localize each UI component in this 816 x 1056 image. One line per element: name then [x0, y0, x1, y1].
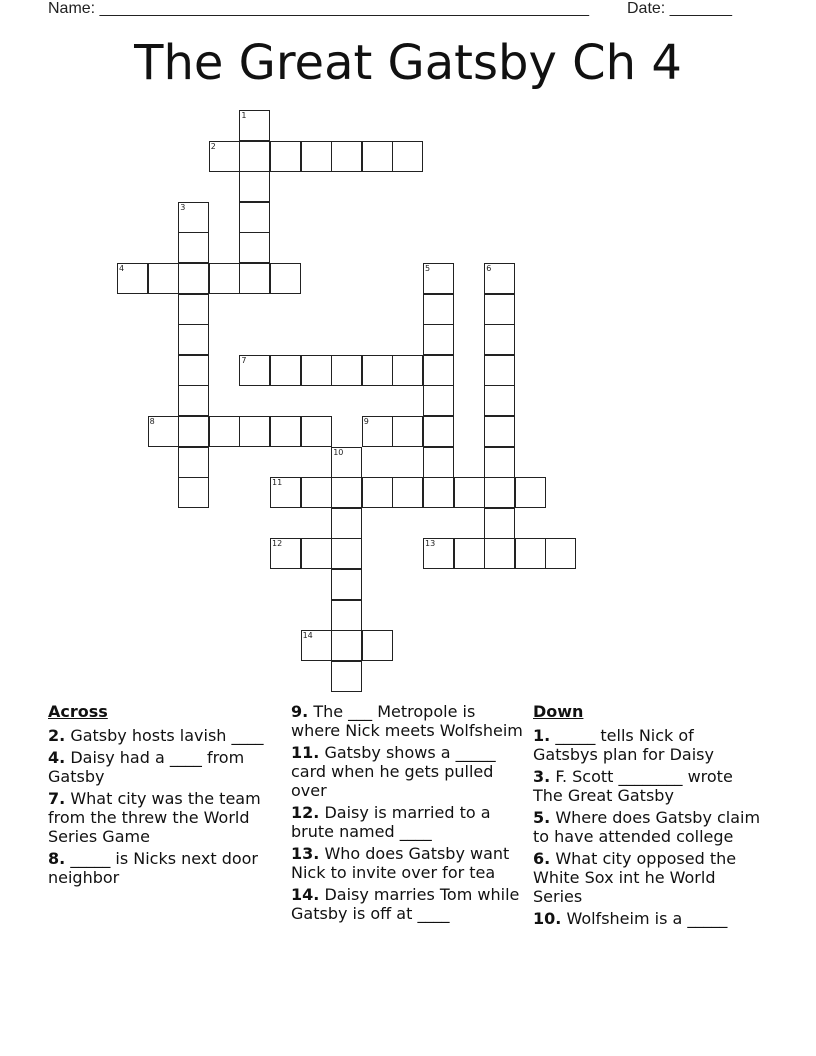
crossword-cell[interactable] — [484, 508, 515, 539]
clue-text: Wolfsheim is a _____ — [566, 909, 728, 928]
clue-number-label: 2 — [210, 141, 216, 151]
crossword-cell[interactable] — [301, 538, 332, 569]
clue-number: 11. — [291, 743, 320, 762]
crossword-cell[interactable] — [331, 141, 362, 172]
clue-number-label: 11 — [272, 478, 283, 488]
clue-item — [291, 803, 527, 841]
clue-item — [533, 849, 761, 906]
crossword-cell[interactable] — [239, 202, 270, 233]
crossword-cell[interactable] — [392, 355, 423, 386]
clue-text: _____ is Nicks next door neighbor — [48, 849, 259, 887]
clues-column-across — [48, 702, 276, 890]
clue-number-label: 14 — [302, 631, 313, 641]
crossword-cell[interactable] — [209, 416, 240, 447]
crossword-cell[interactable] — [270, 538, 301, 569]
crossword-cell[interactable] — [270, 416, 301, 447]
crossword-cell[interactable] — [331, 569, 362, 600]
clue-text: The ___ Metropole is where Nick meets Wolfsheim — [291, 702, 523, 740]
clue-number: 10. — [533, 909, 562, 928]
clue-item — [533, 767, 761, 805]
crossword-cell[interactable] — [423, 324, 454, 355]
crossword-cell[interactable] — [454, 538, 485, 569]
clue-text: F. Scott ________ wrote The Great Gatsby — [533, 767, 733, 805]
crossword-cell[interactable] — [484, 263, 515, 294]
crossword-cell[interactable] — [301, 355, 332, 386]
crossword-cell[interactable] — [484, 416, 515, 447]
clue-number: 1. — [533, 726, 551, 745]
clue-item — [533, 726, 761, 764]
crossword-cell[interactable] — [484, 477, 515, 508]
crossword-cell[interactable] — [209, 263, 240, 294]
crossword-cell[interactable] — [239, 263, 270, 294]
crossword-cell[interactable] — [239, 141, 270, 172]
crossword-cell[interactable] — [515, 477, 546, 508]
clue-number: 6. — [533, 849, 551, 868]
clue-number: 3. — [533, 767, 551, 786]
crossword-cell[interactable] — [178, 355, 209, 386]
crossword-cell[interactable] — [484, 538, 515, 569]
crossword-cell[interactable] — [392, 477, 423, 508]
clue-number-label: 4 — [119, 264, 125, 273]
crossword-cell[interactable] — [178, 416, 209, 447]
crossword-cell[interactable] — [270, 477, 301, 508]
clue-item — [48, 748, 276, 786]
crossword-cell[interactable] — [178, 202, 209, 233]
clue-number: 5. — [533, 808, 551, 827]
across-clue-list-continued — [291, 702, 527, 923]
crossword-cell[interactable] — [331, 447, 362, 478]
name-field-line: Name: _______________________________________________________ — [48, 0, 589, 17]
crossword-cell[interactable] — [178, 447, 209, 478]
crossword-cell[interactable] — [301, 416, 332, 447]
clue-text: Where does Gatsby claim to have attended college — [533, 808, 761, 846]
crossword-cell[interactable] — [423, 294, 454, 325]
clue-number: 13. — [291, 844, 320, 863]
clue-text: Gatsby hosts lavish ____ — [70, 726, 264, 745]
clue-text: Daisy had a ____ from Gatsby — [48, 748, 245, 786]
down-clue-list — [533, 726, 761, 928]
crossword-cell[interactable] — [239, 416, 270, 447]
crossword-cell[interactable] — [178, 232, 209, 263]
clue-text: Gatsby shows a _____ card when he gets pulled over — [291, 743, 496, 800]
clue-number-label: 7 — [241, 355, 247, 365]
clues-column-across-continued — [291, 702, 527, 926]
crossword-cell[interactable] — [362, 416, 393, 447]
clue-number-label: 9 — [363, 417, 369, 426]
clue-number: 8. — [48, 849, 66, 868]
crossword-cell[interactable] — [454, 477, 485, 508]
page-title: The Great Gatsby Ch 4 — [134, 35, 682, 91]
clue-number: 9. — [291, 702, 309, 721]
crossword-cell[interactable] — [392, 141, 423, 172]
crossword-cell[interactable] — [423, 263, 454, 294]
crossword-cell[interactable] — [301, 630, 332, 661]
crossword-cell[interactable] — [239, 110, 270, 141]
clue-item — [291, 844, 527, 882]
clue-item — [291, 885, 527, 923]
clues-column-down — [533, 702, 761, 931]
clue-item — [291, 743, 527, 800]
crossword-cell[interactable] — [270, 355, 301, 386]
crossword-cell[interactable] — [484, 447, 515, 478]
clue-item — [533, 808, 761, 846]
clue-text: What city was the team from the threw the World Series Game — [48, 789, 261, 846]
crossword-cell[interactable] — [515, 538, 546, 569]
crossword-cell[interactable] — [239, 355, 270, 386]
clue-text: _____ tells Nick of Gatsbys plan for Daisy — [533, 726, 714, 764]
crossword-cell[interactable] — [178, 294, 209, 325]
clue-number-label: 5 — [425, 264, 431, 273]
clue-item — [48, 849, 276, 887]
crossword-cell[interactable] — [331, 600, 362, 631]
crossword-cell[interactable] — [331, 630, 362, 661]
clue-number: 12. — [291, 803, 320, 822]
clue-number: 14. — [291, 885, 320, 904]
clue-number: 4. — [48, 748, 66, 767]
clue-text: Daisy is married to a brute named ____ — [291, 803, 491, 841]
crossword-cell[interactable] — [178, 324, 209, 355]
crossword-cell[interactable] — [423, 355, 454, 386]
crossword-cell[interactable] — [484, 294, 515, 325]
clue-item — [291, 702, 527, 740]
clue-text: Daisy marries Tom while Gatsby is off at ____ — [291, 885, 520, 923]
across-heading: Across — [48, 702, 108, 721]
crossword-cell[interactable] — [239, 232, 270, 263]
crossword-cell[interactable] — [362, 630, 393, 661]
clue-number: 7. — [48, 789, 66, 808]
crossword-cell[interactable] — [362, 355, 393, 386]
date-field-line: Date: _______ — [627, 0, 732, 17]
crossword-cell[interactable] — [148, 416, 179, 447]
clue-number: 2. — [48, 726, 66, 745]
crossword-cell[interactable] — [178, 263, 209, 294]
crossword-cell[interactable] — [331, 661, 362, 692]
crossword-cell[interactable] — [178, 385, 209, 416]
clue-text: Who does Gatsby want Nick to invite over for tea — [291, 844, 510, 882]
crossword-cell[interactable] — [178, 477, 209, 508]
crossword-cell[interactable] — [423, 477, 454, 508]
clue-number-label: 13 — [425, 539, 436, 549]
crossword-cell[interactable] — [545, 538, 576, 569]
crossword-cell[interactable] — [301, 477, 332, 508]
crossword-cell[interactable] — [423, 538, 454, 569]
clue-number-label: 12 — [272, 539, 283, 549]
crossword-cell[interactable] — [301, 141, 332, 172]
clue-text: What city opposed the White Sox int he World Series — [533, 849, 737, 906]
down-heading: Down — [533, 702, 584, 721]
crossword-cell[interactable] — [484, 324, 515, 355]
crossword-cell[interactable] — [362, 141, 393, 172]
clue-number-label: 1 — [241, 111, 247, 120]
crossword-cell[interactable] — [392, 416, 423, 447]
crossword-cell[interactable] — [117, 263, 148, 294]
crossword-cell[interactable] — [239, 171, 270, 202]
clue-number-label: 3 — [180, 202, 186, 212]
crossword-cell[interactable] — [331, 508, 362, 539]
crossword-cell[interactable] — [148, 263, 179, 294]
crossword-cell[interactable] — [331, 538, 362, 569]
crossword-cell[interactable] — [484, 355, 515, 386]
crossword-cell[interactable] — [331, 355, 362, 386]
crossword-cell[interactable] — [423, 385, 454, 416]
crossword-cell[interactable] — [484, 385, 515, 416]
crossword-cell[interactable] — [362, 477, 393, 508]
clue-number-label: 8 — [149, 417, 155, 426]
crossword-cell[interactable] — [209, 141, 240, 172]
across-clue-list — [48, 726, 276, 887]
clue-item — [533, 909, 761, 928]
clue-item — [48, 789, 276, 846]
clue-number-label: 10 — [333, 447, 344, 457]
clue-number-label: 6 — [486, 264, 492, 273]
crossword-cell[interactable] — [423, 416, 454, 447]
crossword-cell[interactable] — [270, 263, 301, 294]
clue-item — [48, 726, 276, 745]
crossword-cell[interactable] — [331, 477, 362, 508]
crossword-cell[interactable] — [423, 447, 454, 478]
crossword-cell[interactable] — [270, 141, 301, 172]
